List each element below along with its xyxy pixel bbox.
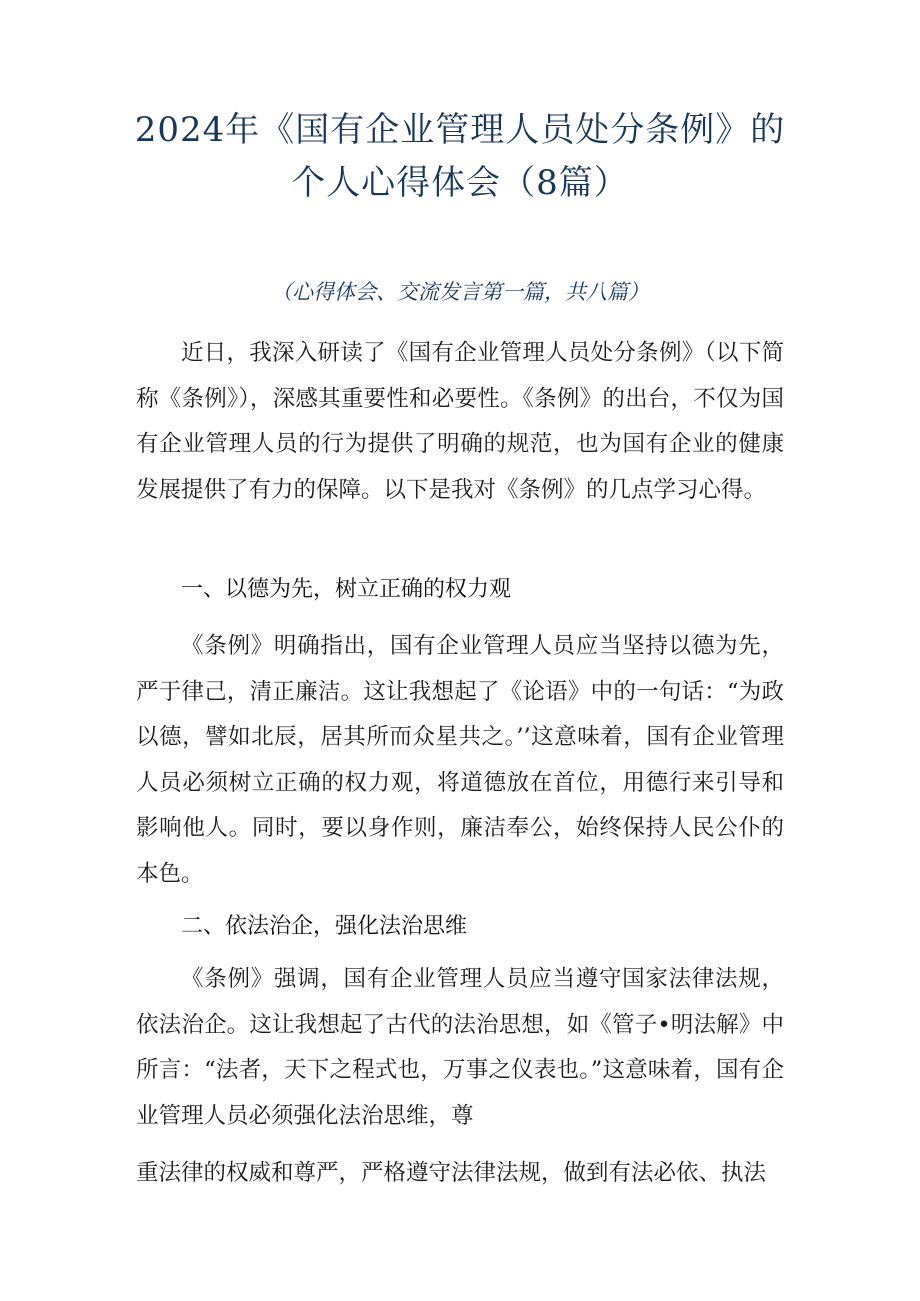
paragraph-continuation: 重法律的权威和尊严，严格遵守法律法规，做到有法必依、执法 xyxy=(136,1160,767,1186)
paragraph-section-1: 《条例》明确指出，国有企业管理人员应当坚持以德为先，严于律己，清正廉洁。这让我想起了《论语》中的一句话：“为政以德，譬如北辰，居其所而众星共之。’’这意味着，国有企业管理人员必须树立正确的权力观，将道德放在首位，用德行来引导和影响他人。同时，要以身作则，廉洁奉公，始终保持人民公仆的本色。 xyxy=(136,633,784,887)
paragraph-intro: 近日，我深入研读了《国有企业管理人员处分条例》（以下简称《条例》），深感其重要性和必要性。《条例》的出台，不仅为国有企业管理人员的行为提供了明确的规范，也为国有企业的健康发展提供了有力的保障。以下是我对《条例》的几点学习心得。 xyxy=(136,340,784,503)
section-heading-1: 一、以德为先，树立正确的权力观 xyxy=(181,577,512,602)
document-subtitle: （心得体会、交流发言第一篇，共八篇） xyxy=(271,280,649,304)
title-line-2: 个人心得体会（8篇） xyxy=(291,163,629,203)
title-line-1: 2024年《国有企业管理人员处分条例》的 xyxy=(134,110,786,150)
document-title xyxy=(60,104,860,210)
paragraph-section-2: 《条例》强调，国有企业管理人员应当遵守国家法律法规，依法治企。这让我想起了古代的法治思想，如《管子•明法解》中所言：“法者，天下之程式也，万事之仪表也。”这意味着，国有企业管理人员必须强化法治思维，尊 xyxy=(136,966,784,1129)
section-heading-2: 二、依法治企，强化法治思维 xyxy=(181,914,468,939)
